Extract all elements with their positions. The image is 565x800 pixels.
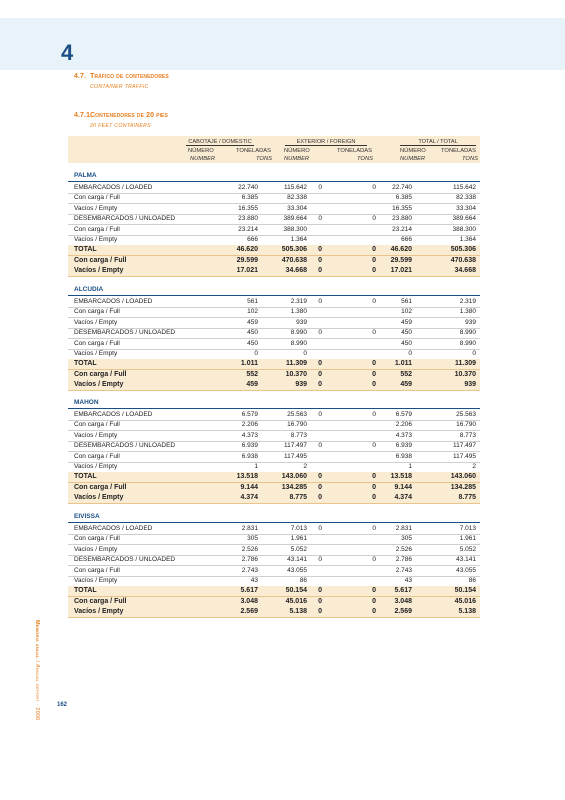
total-row <box>68 245 480 256</box>
cell-value: 0 <box>372 494 376 502</box>
table-row <box>68 204 480 215</box>
cell-value: 50.154 <box>285 587 307 595</box>
cell-value: 13.518 <box>236 473 258 481</box>
row-label: EMBARCADOS / LOADED <box>74 184 153 191</box>
group-total: TOTAL / TOTAL <box>400 139 476 146</box>
cell-value: 43.055 <box>287 566 307 574</box>
table-row <box>68 524 480 535</box>
table-row <box>68 214 480 225</box>
table-row <box>68 328 480 339</box>
section-heading <box>74 73 169 80</box>
cell-value: 1.380 <box>459 308 476 316</box>
cell-value: 505.306 <box>450 246 476 254</box>
cell-value: 2.831 <box>241 525 258 532</box>
row-label: Con carga / Full <box>74 339 120 347</box>
row-label: Con carga / Full <box>74 370 127 378</box>
cell-value: 0 <box>372 525 376 532</box>
row-label: DESEMBARCADOS / UNLOADED <box>74 556 176 564</box>
cell-value: 13.518 <box>390 473 412 481</box>
cell-value: 0 <box>318 215 322 223</box>
cell-value: 2.206 <box>395 421 412 429</box>
cell-value: 388.300 <box>283 225 307 233</box>
cell-value: 939 <box>465 318 476 326</box>
cell-value: 939 <box>464 381 476 389</box>
cell-value: 117.497 <box>283 442 307 450</box>
group-foreign: EXTERIOR / FOREIGN <box>285 139 367 146</box>
cell-value: 0 <box>318 360 322 368</box>
cell-value: 0 <box>318 184 322 191</box>
header-band <box>0 18 565 70</box>
cell-value: 6.579 <box>395 411 412 418</box>
cell-value: 1.961 <box>290 535 307 543</box>
cell-value: 2.743 <box>395 566 412 574</box>
side-running-text: Memoria anual / Annual report · 2006 <box>34 620 40 721</box>
table-row <box>68 297 480 308</box>
row-label: TOTAL <box>74 246 97 254</box>
row-label: DESEMBARCADOS / UNLOADED <box>74 329 176 337</box>
cell-value: 4.373 <box>395 431 412 439</box>
table-row <box>68 555 480 566</box>
header-number-en: NUMBER <box>284 156 310 162</box>
total-row <box>68 607 480 618</box>
cell-value: 0 <box>318 587 322 595</box>
side-text-en: Annual report <box>34 663 40 702</box>
cell-value: 102 <box>401 308 412 316</box>
cell-value: 0 <box>318 556 322 564</box>
cell-value: 305 <box>247 535 258 543</box>
header-tons: TONELADAS <box>236 148 272 154</box>
cell-value: 450 <box>247 329 258 337</box>
total-row <box>68 472 480 483</box>
cell-value: 33.304 <box>287 204 307 212</box>
cell-value: 82.338 <box>456 194 476 202</box>
cell-value: 0 <box>318 246 322 254</box>
cell-value: 22.740 <box>238 184 258 191</box>
cell-value: 143.060 <box>281 473 307 481</box>
subsection-number: 4.7.1. <box>74 112 93 119</box>
cell-value: 0 <box>318 525 322 532</box>
cell-value: 17.021 <box>390 267 412 275</box>
side-text-es: Memoria anual <box>34 620 40 659</box>
cell-value: 134.285 <box>450 483 476 491</box>
cell-value: 46.620 <box>236 246 258 254</box>
cell-value: 459 <box>401 318 412 326</box>
cell-value: 143.060 <box>450 473 476 481</box>
cell-value: 4.374 <box>240 494 258 502</box>
cell-value: 8.990 <box>459 329 476 337</box>
row-label: Vacíos / Empty <box>74 381 124 389</box>
cell-value: 23.880 <box>238 215 258 223</box>
table-row <box>68 410 480 421</box>
cell-value: 2.206 <box>241 421 258 429</box>
cell-value: 0 <box>318 381 322 389</box>
cell-value: 0 <box>372 267 376 275</box>
cell-value: 0 <box>372 587 376 595</box>
total-row <box>68 256 480 267</box>
cell-value: 552 <box>400 370 412 378</box>
cell-value: 388.300 <box>452 225 476 233</box>
cell-value: 16.790 <box>456 421 476 429</box>
cell-value: 2.831 <box>395 525 412 532</box>
region-title: EIVISSA <box>74 513 100 520</box>
cell-value: 45.016 <box>285 597 307 605</box>
cell-value: 29.599 <box>236 256 258 264</box>
cell-value: 389.664 <box>452 215 476 223</box>
cell-value: 86 <box>299 577 307 584</box>
cell-value: 470.638 <box>450 256 476 264</box>
cell-value: 389.664 <box>283 215 307 223</box>
cell-value: 16.355 <box>238 204 258 212</box>
cell-value: 1.380 <box>290 308 307 316</box>
cell-value: 1.364 <box>459 236 476 243</box>
cell-value: 1.364 <box>290 236 307 243</box>
cell-value: 86 <box>468 577 476 584</box>
total-row <box>68 483 480 494</box>
row-label: EMBARCADOS / LOADED <box>74 411 153 418</box>
cell-value: 0 <box>318 483 322 491</box>
table-row <box>68 420 480 431</box>
header-tons-en: TONS <box>256 156 272 162</box>
cell-value: 82.338 <box>287 194 307 202</box>
header-tons: TONELADAS <box>337 148 373 154</box>
table-row <box>68 183 480 194</box>
cell-value: 115.642 <box>283 184 307 191</box>
cell-value: 450 <box>401 329 412 337</box>
cell-value: 23.214 <box>392 225 412 233</box>
cell-value: 459 <box>400 381 412 389</box>
cell-value: 5.052 <box>290 545 307 553</box>
section-subtitle: CONTAINER TRAFFIC <box>90 84 149 90</box>
row-label: Con carga / Full <box>74 566 120 574</box>
cell-value: 939 <box>296 318 307 326</box>
cell-value: 5.617 <box>394 587 412 595</box>
row-label: Con carga / Full <box>74 597 127 605</box>
cell-value: 117.495 <box>452 452 476 460</box>
row-label: Con carga / Full <box>74 483 127 491</box>
cell-value: 10.370 <box>285 370 307 378</box>
cell-value: 0 <box>372 473 376 481</box>
cell-value: 10.370 <box>454 370 476 378</box>
cell-value: 8.773 <box>459 431 476 439</box>
cell-value: 505.306 <box>281 246 307 254</box>
cell-value: 43.055 <box>456 566 476 574</box>
row-label: EMBARCADOS / LOADED <box>74 298 153 305</box>
cell-value: 0 <box>303 350 307 357</box>
cell-value: 666 <box>247 236 258 243</box>
cell-value: 115.642 <box>452 184 476 191</box>
cell-value: 117.497 <box>452 442 476 450</box>
row-label: Vacíos / Empty <box>74 494 124 502</box>
total-row <box>68 586 480 597</box>
row-label: Vacíos / Empty <box>74 608 124 616</box>
cell-value: 6.939 <box>395 442 412 450</box>
row-label: Vacíos / Empty <box>74 350 118 357</box>
cell-value: 3.048 <box>394 597 412 605</box>
cell-value: 23.214 <box>238 225 258 233</box>
cell-value: 16.790 <box>287 421 307 429</box>
row-label: TOTAL <box>74 360 97 368</box>
table-row <box>68 193 480 204</box>
table-row <box>68 576 480 587</box>
cell-value: 23.880 <box>392 215 412 223</box>
total-row <box>68 359 480 370</box>
row-label: Vacíos / Empty <box>74 463 118 470</box>
row-label: Con carga / Full <box>74 421 120 429</box>
cell-value: 450 <box>401 339 412 347</box>
header-tons-en: TONS <box>462 156 478 162</box>
table-row <box>68 545 480 556</box>
table-row <box>68 566 480 577</box>
cell-value: 3.048 <box>240 597 258 605</box>
header-tons: TONELADAS <box>441 148 477 154</box>
header-tons-en: TONS <box>357 156 373 162</box>
table-row <box>68 441 480 452</box>
cell-value: 33.304 <box>456 204 476 212</box>
row-label: DESEMBARCADOS / UNLOADED <box>74 442 176 450</box>
cell-value: 0 <box>372 483 376 491</box>
total-row <box>68 493 480 504</box>
cell-value: 43.141 <box>287 556 307 564</box>
total-row <box>68 370 480 381</box>
region-title: MAHON <box>74 399 99 406</box>
cell-value: 6.385 <box>241 194 258 202</box>
cell-value: 305 <box>401 535 412 543</box>
cell-value: 0 <box>372 360 376 368</box>
table-row <box>68 349 480 360</box>
cell-value: 8.990 <box>290 339 307 347</box>
cell-value: 0 <box>318 370 322 378</box>
header-number-en: NUMBER <box>400 156 426 162</box>
cell-value: 46.620 <box>390 246 412 254</box>
cell-value: 34.668 <box>285 267 307 275</box>
header-number: NÚMERO <box>188 148 214 154</box>
cell-value: 45.016 <box>454 597 476 605</box>
header-number-en: NUMBER <box>190 156 216 162</box>
cell-value: 459 <box>246 381 258 389</box>
total-row <box>68 266 480 277</box>
row-label: Vacíos / Empty <box>74 431 118 439</box>
cell-value: 0 <box>372 184 376 191</box>
cell-value: 2.319 <box>290 298 307 305</box>
cell-value: 43 <box>404 577 412 584</box>
cell-value: 2.786 <box>241 556 258 564</box>
cell-value: 50.154 <box>454 587 476 595</box>
region-title: PALMA <box>74 172 97 179</box>
cell-value: 102 <box>247 308 258 316</box>
row-label: Con carga / Full <box>74 194 120 202</box>
cell-value: 2 <box>303 463 307 470</box>
cell-value: 0 <box>372 381 376 389</box>
cell-value: 29.599 <box>390 256 412 264</box>
cell-value: 0 <box>372 442 376 450</box>
table-row <box>68 225 480 236</box>
total-row <box>68 597 480 608</box>
row-label: Con carga / Full <box>74 256 127 264</box>
cell-value: 117.495 <box>283 452 307 460</box>
table-row <box>68 307 480 318</box>
cell-value: 1.011 <box>240 360 258 368</box>
subsection-title: Contenedores de 20 pies <box>90 112 168 119</box>
cell-value: 4.373 <box>241 431 258 439</box>
table-row <box>68 534 480 545</box>
cell-value: 0 <box>318 473 322 481</box>
cell-value: 43.141 <box>456 556 476 564</box>
cell-value: 470.638 <box>281 256 307 264</box>
region-title: ALCUDIA <box>74 286 104 293</box>
cell-value: 0 <box>318 256 322 264</box>
cell-value: 2.743 <box>241 566 258 574</box>
cell-value: 2.526 <box>241 545 258 553</box>
cell-value: 16.355 <box>392 204 412 212</box>
cell-value: 22.740 <box>392 184 412 191</box>
region-divider <box>68 295 480 296</box>
row-label: Vacíos / Empty <box>74 577 118 584</box>
cell-value: 11.309 <box>285 360 307 368</box>
side-text-year: 2006 <box>34 707 40 721</box>
row-label: Con carga / Full <box>74 452 120 460</box>
cell-value: 0 <box>318 494 322 502</box>
header-number: NÚMERO <box>284 148 310 154</box>
cell-value: 6.938 <box>241 452 258 460</box>
cell-value: 2.319 <box>459 298 476 305</box>
cell-value: 5.617 <box>240 587 258 595</box>
cell-value: 6.579 <box>241 411 258 418</box>
cell-value: 43 <box>250 577 258 584</box>
table-row <box>68 462 480 473</box>
cell-value: 0 <box>318 267 322 275</box>
cell-value: 8.775 <box>289 494 307 502</box>
table-row <box>68 431 480 442</box>
cell-value: 450 <box>247 339 258 347</box>
cell-value: 2 <box>472 463 476 470</box>
row-label: Vacíos / Empty <box>74 318 118 326</box>
cell-value: 1 <box>254 463 258 470</box>
row-label: Con carga / Full <box>74 225 120 233</box>
row-label: Con carga / Full <box>74 308 120 316</box>
cell-value: 0 <box>318 442 322 450</box>
cell-value: 0 <box>372 556 376 564</box>
cell-value: 0 <box>372 215 376 223</box>
cell-value: 561 <box>247 298 258 305</box>
region-divider <box>68 181 480 182</box>
cell-value: 666 <box>401 236 412 243</box>
cell-value: 0 <box>372 298 376 305</box>
row-label: EMBARCADOS / LOADED <box>74 525 153 532</box>
cell-value: 8.990 <box>459 339 476 347</box>
cell-value: 0 <box>372 256 376 264</box>
cell-value: 939 <box>295 381 307 389</box>
cell-value: 552 <box>246 370 258 378</box>
table-row <box>68 452 480 463</box>
row-label: Vacíos / Empty <box>74 236 118 243</box>
cell-value: 2.569 <box>394 608 412 616</box>
region-divider <box>68 522 480 523</box>
cell-value: 2.526 <box>395 545 412 553</box>
cell-value: 0 <box>408 350 412 357</box>
cell-value: 4.374 <box>394 494 412 502</box>
group-domestic: CABOTAJE / DOMESTIC <box>186 139 254 146</box>
table-row <box>68 235 480 246</box>
cell-value: 0 <box>372 329 376 337</box>
cell-value: 0 <box>372 370 376 378</box>
cell-value: 0 <box>372 246 376 254</box>
cell-value: 11.309 <box>454 360 476 368</box>
section-title: Tráfico de contenedores <box>90 73 169 80</box>
cell-value: 25.563 <box>456 411 476 418</box>
cell-value: 561 <box>401 298 412 305</box>
header-number: NÚMERO <box>400 148 426 154</box>
table-row <box>68 339 480 350</box>
cell-value: 9.144 <box>394 483 412 491</box>
region-divider <box>68 408 480 409</box>
row-label: Vacíos / Empty <box>74 204 118 212</box>
row-label: TOTAL <box>74 587 97 595</box>
chapter-number: 4 <box>61 40 74 65</box>
cell-value: 0 <box>372 608 376 616</box>
cell-value: 0 <box>318 298 322 305</box>
subsection-subtitle: 20 FEET CONTAINERS <box>90 123 151 129</box>
cell-value: 0 <box>254 350 258 357</box>
cell-value: 5.138 <box>458 608 476 616</box>
cell-value: 2.786 <box>395 556 412 564</box>
cell-value: 7.013 <box>459 525 476 532</box>
cell-value: 0 <box>318 608 322 616</box>
section-number: 4.7. <box>74 73 87 80</box>
cell-value: 6.385 <box>395 194 412 202</box>
cell-value: 25.563 <box>287 411 307 418</box>
cell-value: 5.138 <box>289 608 307 616</box>
cell-value: 1.961 <box>459 535 476 543</box>
cell-value: 8.775 <box>458 494 476 502</box>
cell-value: 6.938 <box>395 452 412 460</box>
cell-value: 0 <box>318 411 322 418</box>
cell-value: 7.013 <box>290 525 307 532</box>
cell-value: 9.144 <box>240 483 258 491</box>
cell-value: 8.773 <box>290 431 307 439</box>
total-row <box>68 380 480 391</box>
row-label: TOTAL <box>74 473 97 481</box>
cell-value: 0 <box>372 597 376 605</box>
cell-value: 134.285 <box>281 483 307 491</box>
cell-value: 1 <box>408 463 412 470</box>
cell-value: 1.011 <box>394 360 412 368</box>
cell-value: 0 <box>318 329 322 337</box>
cell-value: 2.569 <box>240 608 258 616</box>
cell-value: 8.990 <box>290 329 307 337</box>
cell-value: 17.021 <box>236 267 258 275</box>
subsection-heading <box>74 112 168 119</box>
cell-value: 0 <box>318 597 322 605</box>
cell-value: 5.052 <box>459 545 476 553</box>
row-label: DESEMBARCADOS / UNLOADED <box>74 215 176 223</box>
cell-value: 0 <box>472 350 476 357</box>
row-label: Vacíos / Empty <box>74 545 118 553</box>
page-number: 162 <box>57 702 68 708</box>
cell-value: 34.668 <box>454 267 476 275</box>
cell-value: 0 <box>372 411 376 418</box>
row-label: Vacíos / Empty <box>74 267 124 275</box>
row-label: Con carga / Full <box>74 535 120 543</box>
table-row <box>68 318 480 329</box>
cell-value: 6.939 <box>241 442 258 450</box>
cell-value: 459 <box>247 318 258 326</box>
